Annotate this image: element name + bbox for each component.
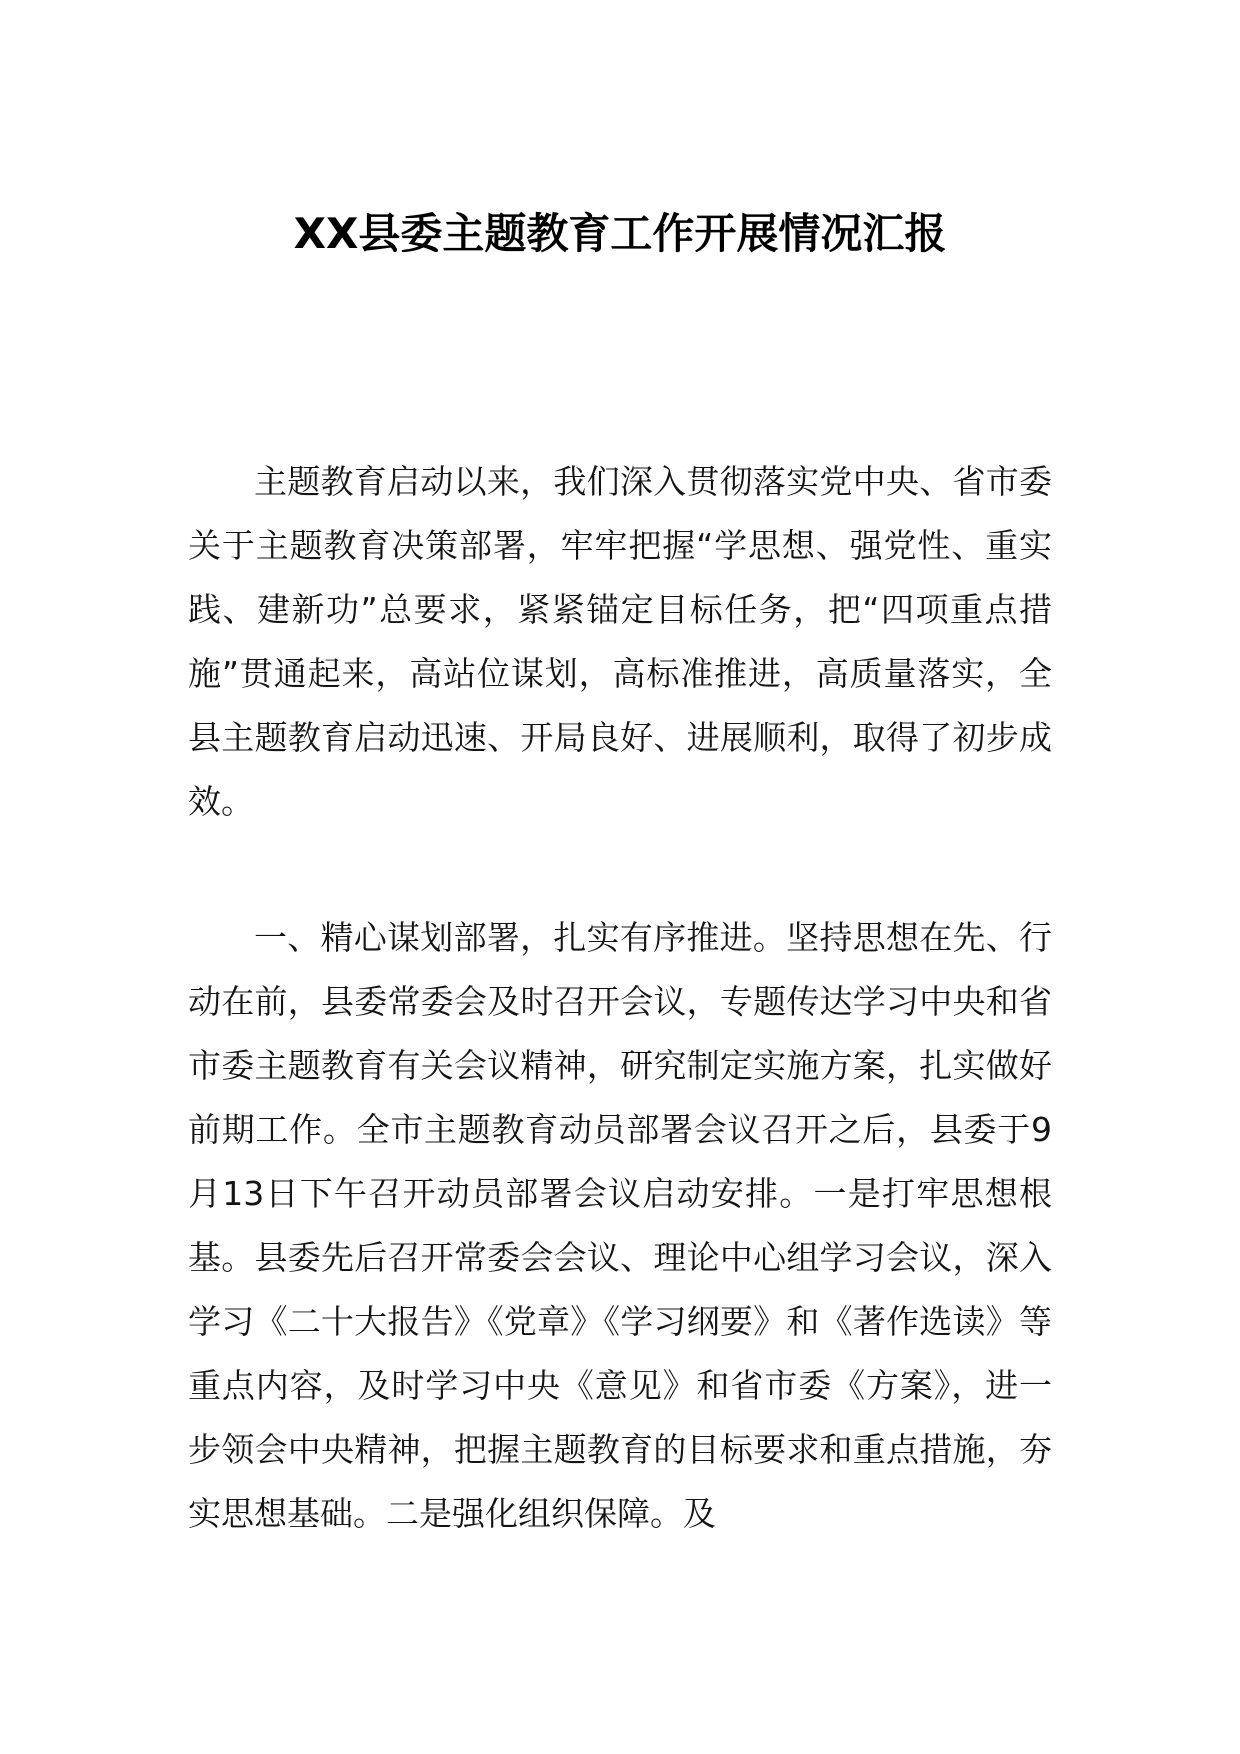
document-title: XX县委主题教育工作开展情况汇报 [293, 209, 947, 258]
paragraph-introduction: 主题教育启动以来，我们深入贯彻落实党中央、省市委关于主题教育决策部署，牢牢把握“学思想、强党性、重实践、建新功”总要求，紧紧锚定目标任务，把“四项重点措施”贯通起来，高站位谋划，高标准推进，高质量落实，全县主题教育启动迅速、开局良好、进展顺利，取得了初步成效。 [188, 462, 1052, 821]
paragraph-section-one: 一、精心谋划部署，扎实有序推进。坚持思想在先、行动在前，县委常委会及时召开会议，专题传达学习中央和省市委主题教育有关会议精神，研究制定实施方案，扎实做好前期工作。全市主题教育动员部署会议召开之后，县委于9月13日下午召开动员部署会议启动安排。一是打牢思想根基。县委先后召开常委会会议、理论中心组学习会议，深入学习《二十大报告》《党章》《学习纲要》和《著作选读》等重点内容，及时学习中央《意见》和省市委《方案》，进一步领会中央精神，把握主题教育的目标要求和重点措施，夯实思想基础。二是强化组织保障。及 [188, 918, 1052, 1533]
